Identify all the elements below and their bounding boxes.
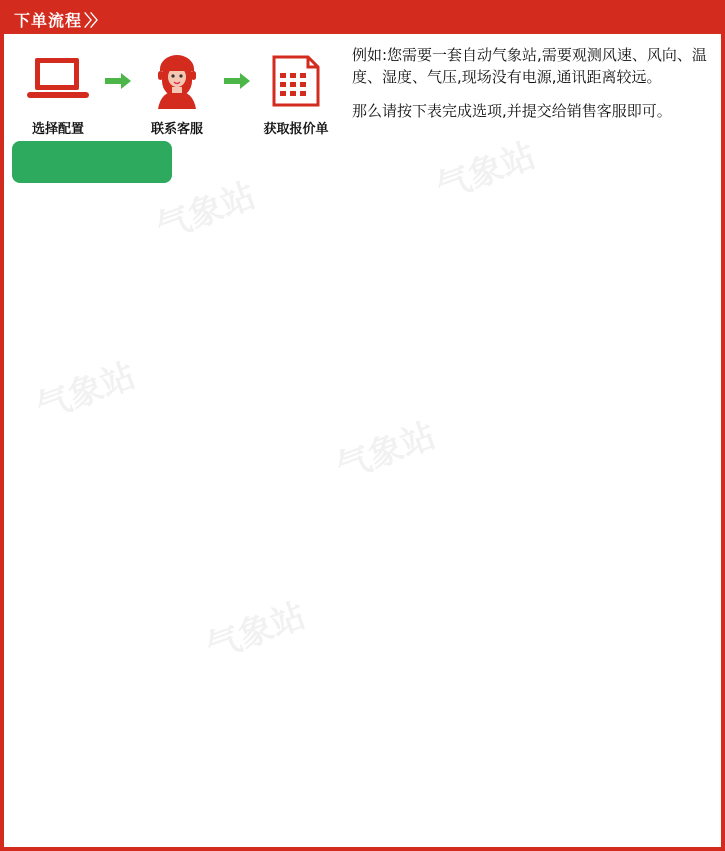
intro-paragraph-2: 那么请按下表完成选项,并提交给销售客服即可。 bbox=[352, 102, 672, 120]
intro-text bbox=[342, 44, 713, 137]
flow-step-select-config bbox=[12, 50, 104, 137]
flow-step-label: 联系客服 bbox=[150, 122, 203, 137]
header-title: 下单流程 bbox=[14, 10, 83, 30]
laptop-icon bbox=[12, 50, 104, 112]
watermark: 气象站 bbox=[431, 135, 541, 209]
page-header bbox=[4, 4, 721, 34]
intro-paragraph-1: 例如:您需要一套自动气象站,需要观测风速、风向、温度、湿度、气压,现场没有电源,通讯距离较远。 bbox=[352, 46, 707, 86]
watermark: 气象站 bbox=[151, 175, 261, 249]
flow-step-get-quotation bbox=[250, 50, 342, 137]
flow-step-label: 获取报价单 bbox=[263, 122, 329, 137]
intro-section bbox=[4, 34, 721, 141]
watermark: 气象站 bbox=[201, 595, 311, 669]
section-weather-elements bbox=[4, 141, 721, 183]
arrow-right-icon bbox=[224, 50, 250, 112]
flow-step-label: 选择配置 bbox=[31, 122, 84, 137]
arrow-right-icon bbox=[105, 50, 131, 112]
watermark: 气象站 bbox=[31, 355, 141, 429]
quotation-sheet-icon bbox=[250, 50, 342, 112]
flow-diagram bbox=[12, 44, 342, 137]
customer-service-icon bbox=[131, 50, 223, 112]
header-arrows: 〉〉 bbox=[84, 10, 105, 30]
flow-step-contact-support bbox=[131, 50, 223, 137]
watermark: 气象站 bbox=[331, 415, 441, 489]
